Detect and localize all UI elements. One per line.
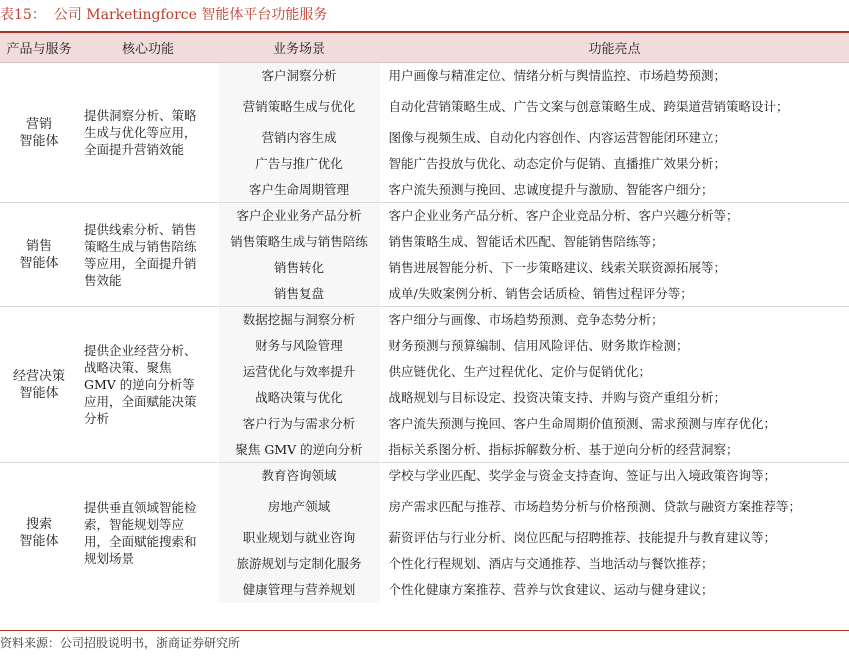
table-row — [0, 63, 849, 89]
table-title-text: 公司 Marketingforce 智能体平台功能服务 — [53, 7, 328, 23]
table-row — [0, 307, 849, 333]
header-scene: 业务场景 — [218, 33, 380, 63]
scene-cell: 客户生命周期管理 — [218, 177, 380, 203]
core-function-line: 提供洞察分析、策略 — [84, 108, 197, 123]
feature-cell: 客户流失预测与挽回、客户生命周期价值预测、需求预测与库存优化； — [388, 416, 777, 431]
feature-cell: 战略规划与目标设定、投资决策支持、并购与资产重组分析； — [388, 390, 727, 405]
feature-cell: 用户画像与精准定位、情绪分析与舆情监控、市场趋势预测； — [388, 68, 727, 84]
scene-cell: 数据挖掘与洞察分析 — [218, 307, 380, 333]
core-function-line: 策略生成与销售陪练 — [84, 238, 197, 254]
feature-cell: 客户流失预测与挽回、忠诚度提升与激励、智能客户细分； — [388, 181, 714, 197]
core-function-cell — [78, 63, 218, 203]
feature-table — [0, 33, 849, 603]
product-name-line: 搜索 — [25, 516, 52, 532]
scene-cell: 销售策略生成与销售陪练 — [218, 229, 380, 255]
core-function-line: 分析 — [84, 411, 110, 426]
core-function-line: 生成与优化等应用， — [84, 125, 197, 140]
table-title — [0, 0, 849, 30]
product-name-cell — [0, 63, 78, 203]
scene-cell: 客户洞察分析 — [218, 63, 380, 89]
feature-cell: 房产需求匹配与推荐、市场趋势分析与价格预测、贷款与融资方案推荐等； — [388, 499, 802, 514]
scene-cell: 客户企业业务产品分析 — [218, 203, 380, 229]
feature-cell: 薪资评估与行业分析、岗位匹配与招聘推荐、技能提升与教育建议等； — [388, 530, 777, 545]
scene-cell: 广告与推广优化 — [218, 151, 380, 177]
scene-cell: 销售复盘 — [218, 281, 380, 307]
feature-cell: 图像与视频生成、自动化内容创作、内容运营智能闭环建立； — [388, 130, 727, 145]
feature-cell: 智能广告投放与优化、动态定价与促销、直播推广效果分析； — [388, 156, 727, 171]
table-body — [0, 63, 849, 603]
scene-cell: 房地产领域 — [218, 489, 380, 525]
scene-cell: 营销策略生成与优化 — [218, 89, 380, 125]
table-row — [0, 463, 849, 489]
feature-cell: 成单/失败案例分析、销售会话质检、销售过程评分等； — [388, 285, 693, 301]
header-feature: 功能亮点 — [380, 33, 849, 63]
feature-cell: 供应链优化、生产过程优化、定价与促销优化； — [388, 364, 652, 379]
core-function-line: 战略决策、聚焦 — [84, 360, 172, 375]
product-name-cell — [0, 307, 78, 463]
product-name-line: 经营决策 — [12, 368, 65, 384]
core-function-line: 提供企业经营分析、 — [84, 343, 197, 358]
core-function-line: 全面提升营销效能 — [84, 142, 185, 157]
product-name-line: 营销 — [25, 116, 52, 132]
scene-cell: 财务与风险管理 — [218, 333, 380, 359]
table-number: 表15： — [0, 7, 46, 23]
feature-cell: 客户细分与画像、市场趋势预测、竞争态势分析； — [380, 307, 849, 333]
core-function-line: 提供线索分析、销售 — [84, 221, 197, 237]
feature-cell: 销售进展智能分析、下一步策略建议、线索关联资源拓展等； — [388, 260, 727, 275]
core-function-cell — [78, 307, 218, 463]
bottom-divider — [0, 630, 849, 631]
product-name-line: 智能体 — [19, 385, 59, 401]
feature-cell: 财务预测与预算编制、信用风险评估、财务欺诈检测； — [388, 338, 689, 353]
scene-cell: 旅游规划与定制化服务 — [218, 551, 380, 577]
scene-cell: 营销内容生成 — [218, 125, 380, 151]
scene-cell: 教育咨询领域 — [218, 463, 380, 489]
scene-cell: 运营优化与效率提升 — [218, 359, 380, 385]
core-function-line: 规划场景 — [84, 550, 135, 566]
product-name-cell — [0, 463, 78, 603]
feature-cell: 指标关系图分析、指标拆解数分析、基于逆向分析的经营洞察； — [388, 441, 739, 457]
feature-cell: 学校与学业匹配、奖学金与资金支持查询、签证与出入境政策咨询等； — [380, 463, 849, 489]
product-name-line: 智能体 — [19, 133, 59, 149]
scene-cell: 健康管理与营养规划 — [218, 577, 380, 603]
header-core: 核心功能 — [78, 33, 218, 63]
scene-cell: 聚焦 GMV 的逆向分析 — [218, 437, 380, 463]
table-row — [0, 203, 849, 229]
feature-cell: 个性化健康方案推荐、营养与饮食建议、运动与健身建议； — [388, 582, 714, 597]
core-function-line: 用，全面赋能搜索和 — [84, 533, 197, 549]
scene-cell: 战略决策与优化 — [218, 385, 380, 411]
core-function-line: 索，智能规划等应 — [84, 516, 185, 532]
scene-cell: 职业规划与就业咨询 — [218, 525, 380, 551]
product-name-line: 智能体 — [19, 533, 59, 549]
core-function-line: 应用，全面赋能决策 — [84, 394, 197, 409]
scene-cell: 客户行为与需求分析 — [218, 411, 380, 437]
core-function-line: 等应用，全面提升销 — [84, 255, 197, 271]
core-function-cell — [78, 463, 218, 603]
product-name-line: 销售 — [25, 238, 52, 254]
feature-cell: 客户企业业务产品分析、客户企业竞品分析、客户兴趣分析等； — [380, 203, 849, 229]
product-name-cell — [0, 203, 78, 307]
core-function-line: 提供垂直领域智能检 — [84, 499, 197, 515]
scene-cell: 销售转化 — [218, 255, 380, 281]
header-product: 产品与服务 — [0, 33, 78, 63]
feature-cell: 自动化营销策略生成、广告文案与创意策略生成、跨渠道营销策略设计； — [388, 99, 789, 114]
core-function-line: 售效能 — [84, 272, 122, 288]
feature-cell: 销售策略生成、智能话术匹配、智能销售陪练等； — [388, 234, 664, 249]
product-name-line: 智能体 — [19, 255, 59, 271]
core-function-cell — [78, 203, 218, 307]
header-row — [0, 33, 849, 63]
core-function-line: GMV 的逆向分析等 — [84, 377, 195, 392]
source-note: 资料来源：公司招股说明书，浙商证券研究所 — [0, 636, 241, 650]
feature-cell: 个性化行程规划、酒店与交通推荐、当地活动与餐饮推荐； — [388, 556, 714, 571]
